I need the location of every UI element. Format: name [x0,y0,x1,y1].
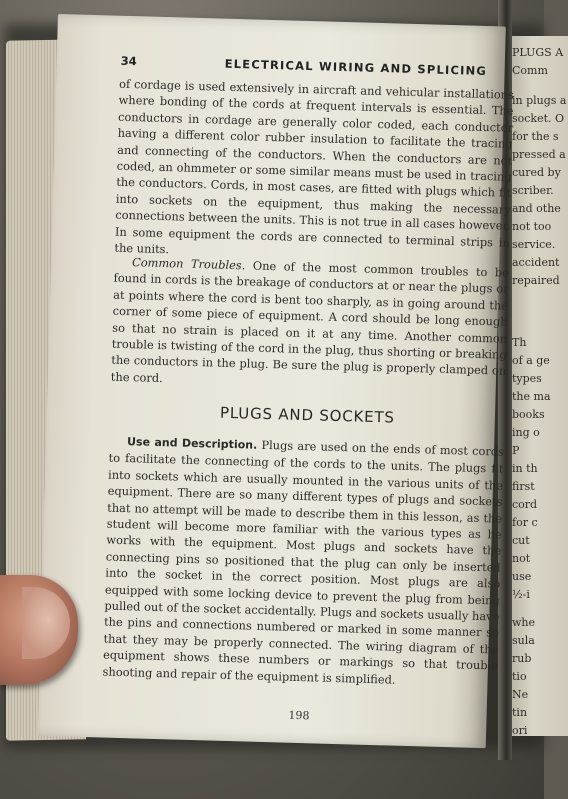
running-head [120,53,521,78]
facing-page-line: ing o [512,426,540,439]
facing-page-line: not too [512,220,552,233]
facing-page-line: sula [512,634,535,647]
facing-page-line: cured by [512,166,561,179]
facing-page-line: pressed a [512,148,566,161]
facing-page-line: cut [512,534,530,547]
facing-page-line: types [512,372,542,385]
facing-page-line: PLUGS A [512,46,564,59]
section-heading: PLUGS AND SOCKETS [219,403,395,427]
paragraph-common-troubles [111,254,510,396]
facing-page-line: books [512,408,545,421]
facing-page-line: use [512,570,532,583]
book-page [38,14,515,748]
facing-page-line: Th [512,336,527,349]
common-troubles-body: One of the most common troubles to be found in cords is the breakage of conductors at or near the plugs or at points where the cord is bent too sharply, as in going around the corner of some piece of equipment. A cord should be long enough so that no strain is placed on it at any time. Another common trouble is twisting of the cord in the plug, thus shorting or breaking the conductors in the plug. Be sure the plug is properly clamped on the cord. [110,258,510,385]
facing-page-line: for c [512,516,538,529]
facing-page-line: socket. O [512,112,565,125]
facing-page-line: and othe [512,202,561,215]
facing-page-line: P [512,444,520,457]
facing-page-line: ½-i [512,588,530,601]
facing-page-line: not [512,552,531,565]
facing-page-line: service. [512,238,556,251]
paragraph-cordage: of cordage is used extensively in aircraft and vehicular installations where bonding of the cords at frequent intervals is essential. The conductors in cordage are generally color coded, each conductor having a different color rubber insulation to facilitate the tracing and connecting of the conductors. When the conductors are not coded, an ohmmeter or some similar means must be used in tracing the conductors. Cords, in most cases, are fitted with plugs which fit into sockets on the equipment, thus making the necessary connections between the units. This is not true in all cases however. In some equipment the cords are connected to terminal strips in the units. [114,76,515,257]
facing-page [508,36,568,736]
facing-page-line: tio [512,670,527,683]
folio-number: 198 [288,708,310,723]
facing-page-line: whe [512,616,536,629]
facing-page-line: for the s [512,130,559,143]
facing-page-line: tin [512,706,528,719]
facing-page-line: Ne [512,688,529,701]
facing-page-line: in plugs a [512,94,567,107]
facing-page-line: cord [512,498,538,511]
facing-page-line: rub [512,652,532,665]
facing-page-line: in th [512,462,538,475]
use-description-body: Plugs are used on the ends of most cords to facilitate the connecting of the cords to the units. The plugs fit into sockets which are usually mounted in the various units of the equipment. There are so many different types of plugs and sockets that no attempt will be made to describe them in this lesson, as the student will become more familiar with the various types as he works with the equipment. Most plugs and sockets have the connecting pins so positioned that the plug can only be inserted into the socket in the correct position. Most plugs are also equipped with some locking device to prevent the plug from being pulled out of the socket accidentally. Plugs and sockets usually have the pins and connections numbered or marked in some manner so that they may be properly connected. The wiring diagram of the equipment shows these numbers or markings so that trouble shooting and repair of the equipment is simplified. [102,437,505,687]
paragraph-use-description [102,433,504,691]
facing-page-line: scriber. [512,184,554,197]
facing-page-line: first [512,480,535,493]
facing-page-line: of a ge [512,354,550,367]
facing-page-line: the ma [512,390,551,403]
page-number: 34 [120,53,137,69]
chapter-title: ELECTRICAL WIRING AND SPLICING [224,56,488,78]
facing-page-line: repaired [512,274,560,287]
facing-page-line: Comm [512,64,548,77]
runin-use-description: Use and Description. [126,435,258,452]
facing-page-line: ori [512,724,528,737]
thumbnail-nail [22,587,70,659]
facing-page-line: accident [512,256,560,269]
runin-common-troubles: Common Troubles. [131,255,246,273]
